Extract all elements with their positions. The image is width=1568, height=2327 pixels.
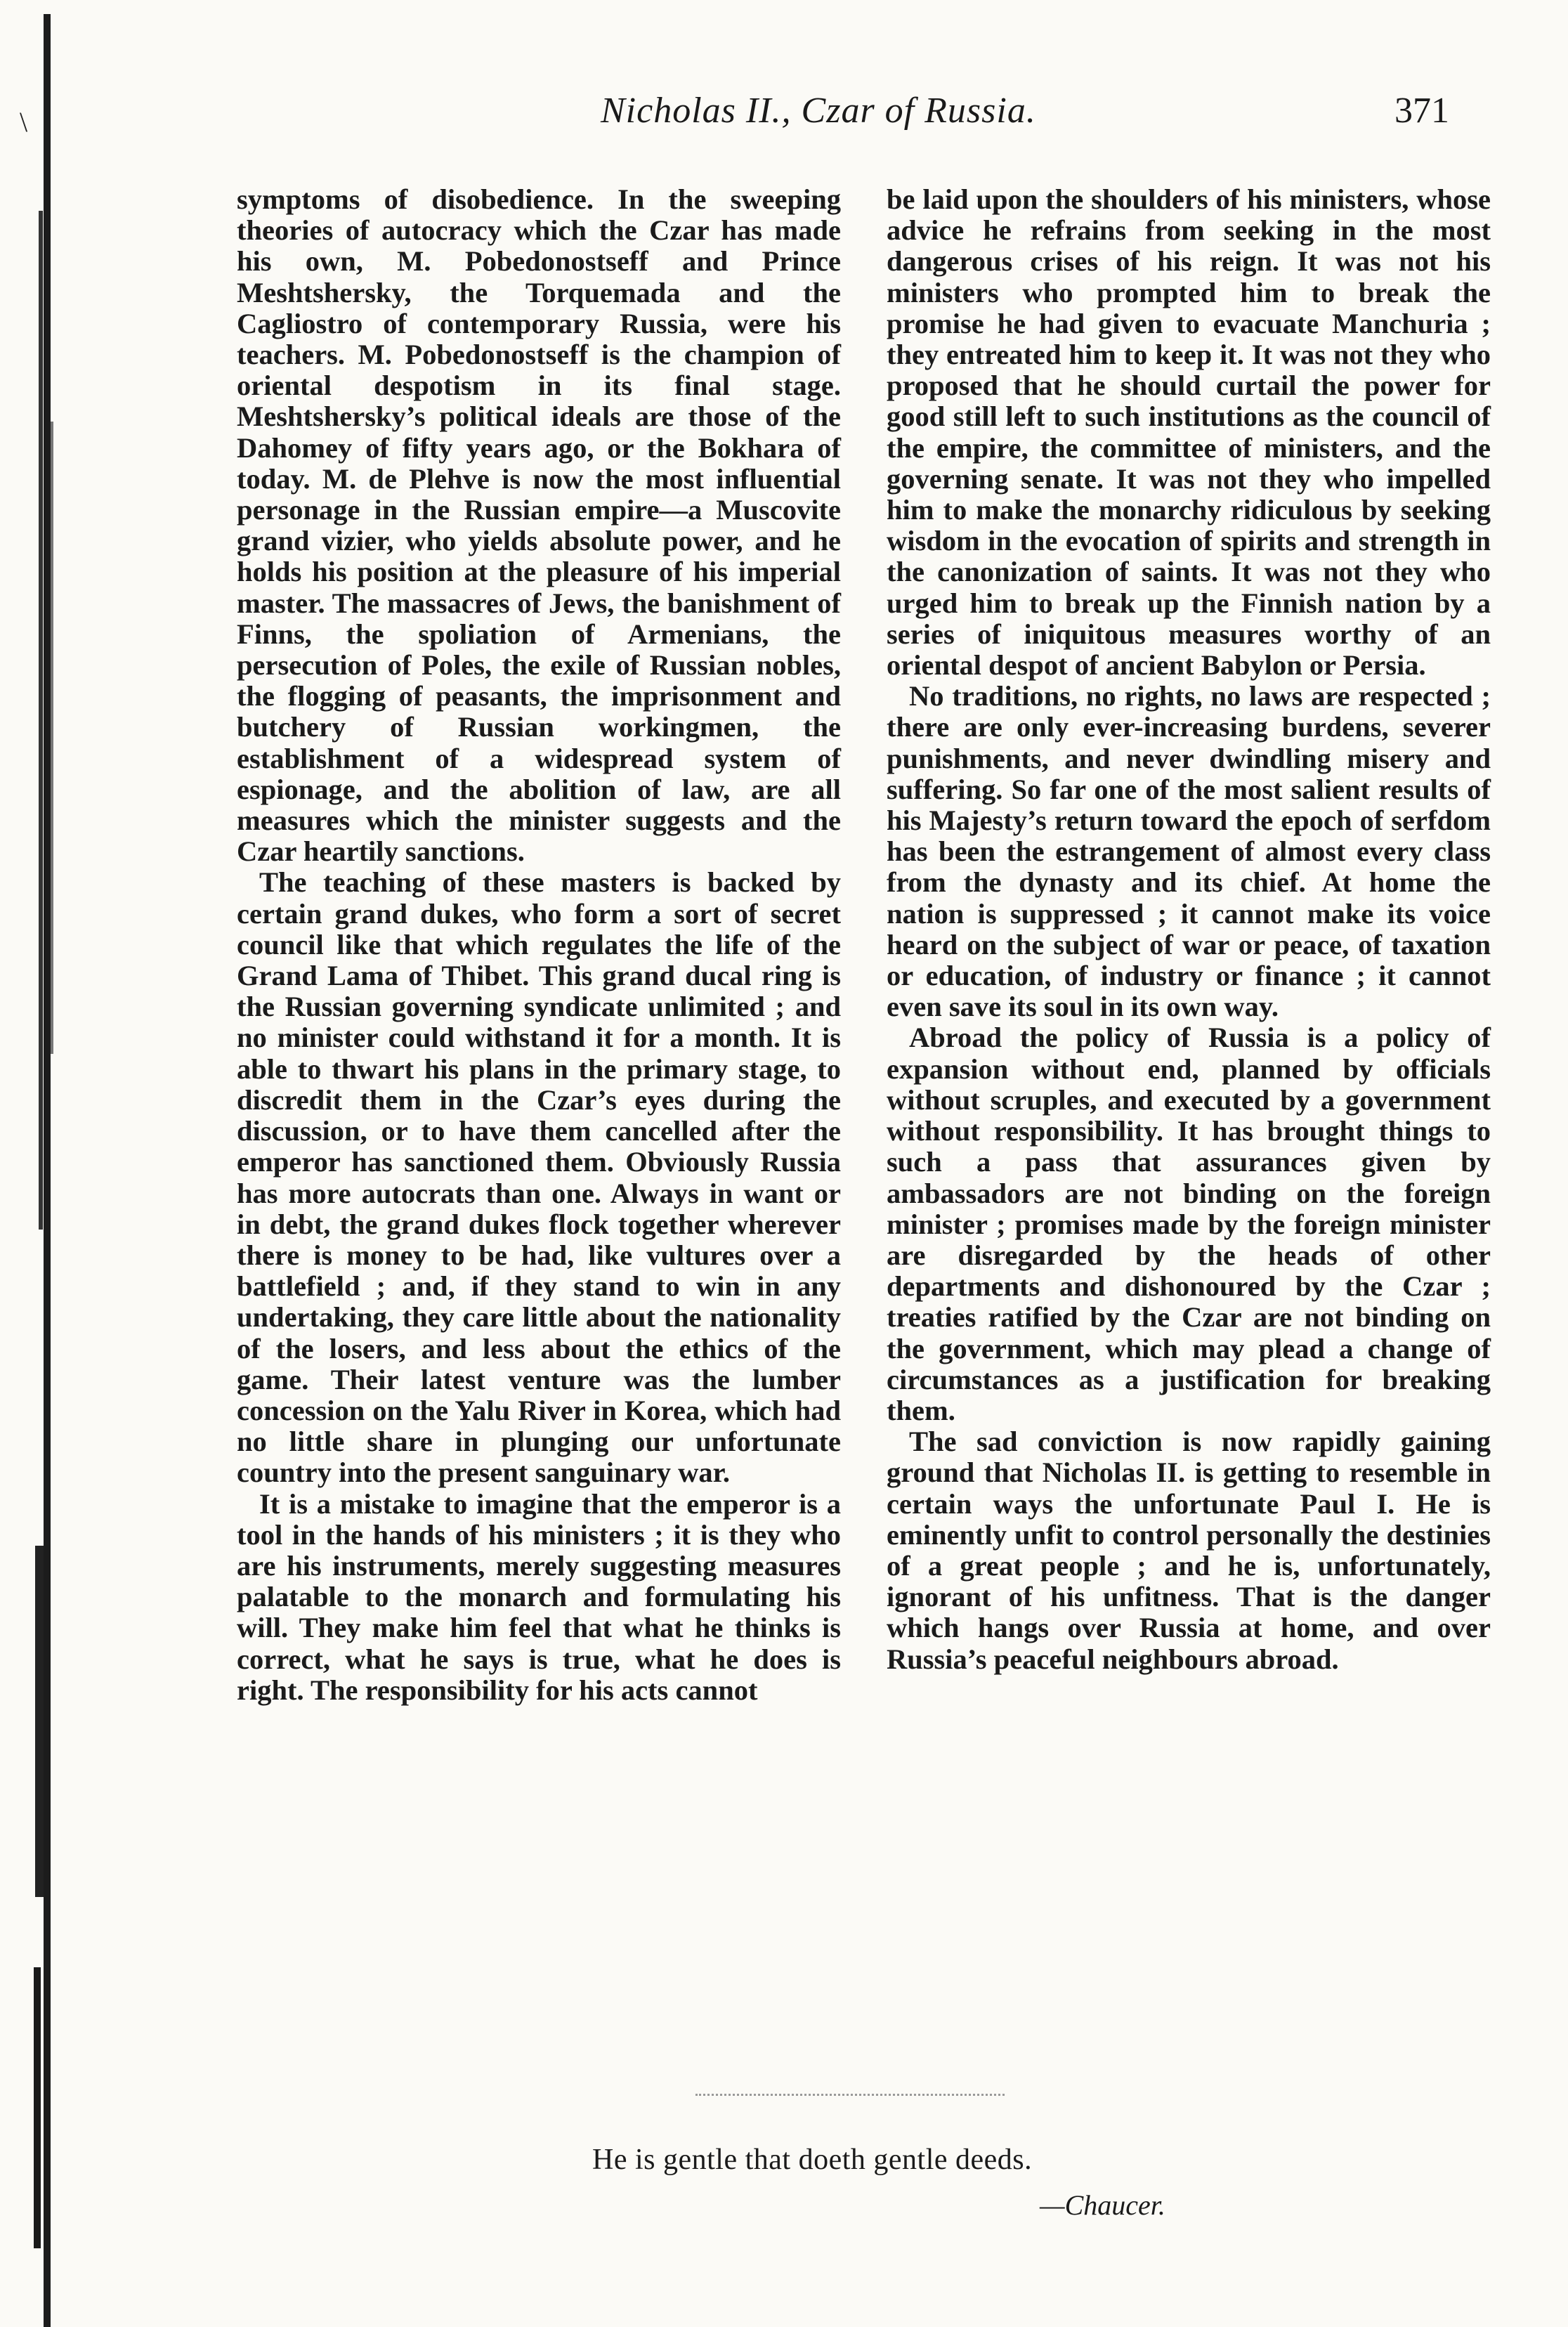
- paragraph: The teaching of these masters is backed by certain grand dukes, who form a sort of secret council like that which regulates the life of the Grand Lama of Thibet. This grand ducal ring is the Russian governing syndicate unlimited ; and no minister could withstand it for a month. It is able to thwart his plans in the primary stage, to discredit them in the Czar’s eyes during the discussion, or to have them cancelled after the emperor has sanctioned them. Obviously Russia has more autocrats than one. Always in want or in debt, the grand dukes flock together wherever there is money to be had, like vultures over a battlefield ; and, if they stand to win in any undertaking, they care little about the nationality of the losers, and less about the ethics of the game. Their latest venture was the lumber concession on the Yalu River in Korea, which had no little share in plunging our unfortunate country into the present sanguinary war.: [237, 866, 841, 1489]
- page-number: 371: [1394, 91, 1449, 131]
- paragraph: be laid upon the shoulders of his ministers, whose advice he refrains from seeking in the most dangerous crises of his reign. It was not his ministers who prompted him to break the promise he had given to evacuate Manchuria ; they entreated him to keep it. It was not they who proposed that he should curtail the power for good still left to such institutions as the council of the empire, the committee of ministers, and the governing senate. It was not they who impelled him to make the monarchy ridiculous by seeking wisdom in the evocation of spirits and strength in the canonization of saints. It was not they who urged him to break up the Finnish nation by a series of iniquitous measures worthy of an oriental despot of ancient Babylon or Persia.: [887, 183, 1491, 682]
- page-title: Nicholas II., Czar of Russia.: [601, 91, 1036, 131]
- right-column: [887, 184, 1491, 1675]
- paragraph: symptoms of disobedience. In the sweeping theories of autocracy which the Czar has made his own, M. Pobedonostseff and Prince Meshtshersky, the Torquemada and the Cagliostro of contemporary Russia, were his teachers. M. Pobedonostseff is the champion of oriental despotism in its final stage. Meshtshersky’s political ideals are those of the Dahomey of fifty years ago, or the Bokhara of today. M. de Plehve is now the most influential personage in the Russian empire—a Muscovite grand vizier, who yields absolute power, and he holds his position at the pleasure of his imperial master. The massacres of Jews, the banishment of Finns, the spoliation of Armenians, the persecution of Poles, the exile of Russian nobles, the flogging of peasants, the imprisonment and butchery of Russian workingmen, the establishment of a widespread system of espionage, and the abolition of law, are all measures which the minister suggests and the Czar heartily sanctions.: [237, 183, 841, 868]
- running-head: [0, 90, 1568, 139]
- paragraph: No traditions, no rights, no laws are respected ; there are only ever-increasing burdens, severer punishments, and never dwindling misery and suffering. So far one of the most salient results of his Majesty’s return toward the epoch of serfdom has been the estrangement of almost every class from the dynasty and its chief. At home the nation is suppressed ; it cannot make its voice heard on the subject of war or peace, of taxation or education, of industry or finance ; it cannot even save its soul in its own way.: [887, 680, 1491, 1023]
- margin-mark: \: [20, 106, 28, 138]
- footer-quote: He is gentle that doeth gentle deeds.: [592, 2144, 1033, 2176]
- page-binding-edge: [0, 0, 60, 2327]
- section-divider: [695, 2094, 1005, 2096]
- paragraph: It is a mistake to imagine that the emperor is a tool in the hands of his ministers ; it is they who are his instruments, merely suggesting measures palatable to the monarch and formulating his will. They make him feel that what he thinks is correct, what he says is true, what he does is right. The responsibility for his acts cannot: [237, 1487, 841, 1706]
- paragraph: Abroad the policy of Russia is a policy of expansion without end, planned by officials without scruples, and executed by a government without responsibility. It has brought things to such a pass that assurances given by ambassadors are not binding on the foreign minister ; promises made by the foreign minister are disregarded by the heads of other departments and dishonoured by the Czar ; treaties ratified by the Czar are not binding on the government, which may plead a change of circumstances as a justification for breaking them.: [887, 1022, 1491, 1426]
- left-column: [237, 184, 841, 1706]
- quote-attribution: —Chaucer.: [1040, 2189, 1165, 2221]
- paragraph: The sad conviction is now rapidly gaining ground that Nicholas II. is getting to resemble in certain ways the unfortunate Paul I. He is eminently unfit to control personally the destinies of a great people ; and he is, unfortunately, ignorant of his unfitness. That is the danger which hangs over Russia at home, and over Russia’s peaceful neighbours abroad.: [887, 1426, 1491, 1675]
